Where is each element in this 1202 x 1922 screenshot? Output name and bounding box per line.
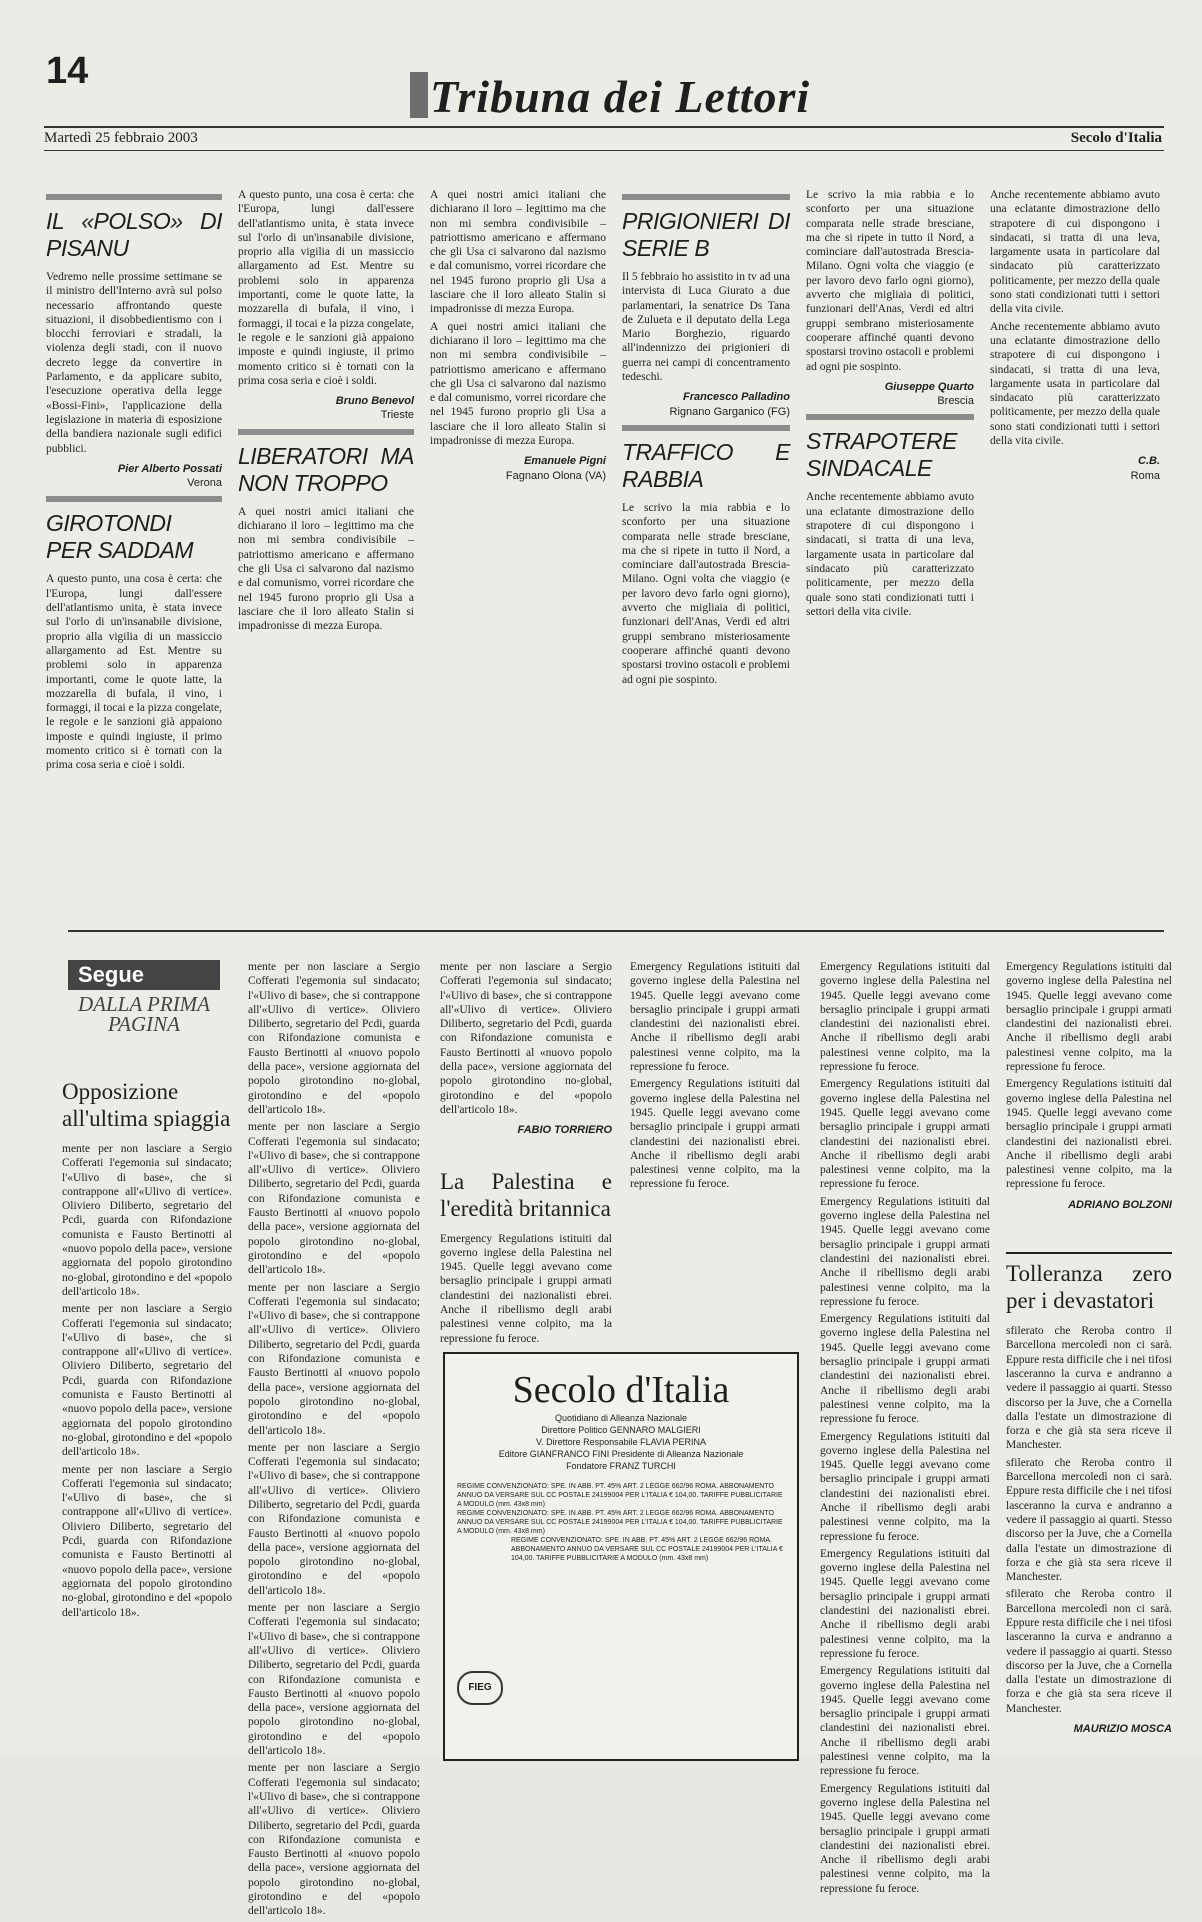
letter bbox=[46, 188, 222, 776]
letter-text: Vedremo nelle prossime settimane se il ministro dell'Interno avrà sul polso necessario affrontando queste situazioni, il disobbedientismo con i blocchi ferroviari e stradali, la violenza degli stadi, con il nuovo decreto legge da convertire in Parlamento, e da applicare subito, l'esecuzione operativa della legge «Bossi-Fini», l'applicazione della legislazione in materia di esposizione della bandiera nazionale sugli edifici pubblici. bbox=[46, 271, 222, 455]
article-author: MAURIZIO MOSCA bbox=[1073, 1723, 1172, 1736]
letter-text: Le scrivo la mia rabbia e lo sconforto per una situazione comparata nelle strade bresciane, ma che si ripete in tutto il Nord, a cominciare dall'autostrada Brescia-Milano. Ogni volta che viaggio (e per lavoro devo farlo ogni giorno), avverto che migliaia di politici, funzionari dell'Anas, Verdi ed altri gruppi sembrano misteriosamente cooperare affinché quanti devono spostarsi trovino ostacoli e problemi ad ogni pie sospinto. bbox=[622, 501, 790, 686]
article-title: La Palestina e l'eredità britannica bbox=[440, 1168, 612, 1221]
article-continuation bbox=[630, 960, 800, 1195]
letter-continuation bbox=[430, 188, 606, 483]
title-decoration bbox=[410, 72, 428, 118]
section-title bbox=[410, 70, 810, 123]
letter-title: STRAPOTERE SINDACALE bbox=[806, 414, 974, 482]
article-text: Emergency Regulations istituiti dal governo inglese della Palestina nel 1945. Quelle leggi avevano come bersaglio principale i gruppi armati clandestini dei nazionalisti ebrei. Anche il ribellismo degli arabi palestinesi venne colpito, ma la repressione fu feroce. bbox=[440, 1232, 612, 1345]
article-text: mente per non lasciare a Sergio Cofferati l'egemonia sul sindacato; l'«Ulivo di base», che si contrappone all'«Ulivo di vertice». Oliviero Diliberto, segretario del Pcdi, guarda con Rifondazione comunista e Fausto Bertinotti al «nuovo popolo della pace», versione aggiornata del popolo girotondino no-global, girotondino e del «popolo dell'articolo 18». bbox=[62, 1463, 232, 1619]
article-text: mente per non lasciare a Sergio Cofferati l'egemonia sul sindacato; l'«Ulivo di base», che si contrappone all'«Ulivo di vertice». Oliviero Diliberto, segretario del Pcdi, guarda con Rifondazione comunista e Fausto Bertinotti al «nuovo popolo della pace», versione aggiornata del popolo girotondino no-global, girotondino e del «popolo dell'articolo 18». bbox=[248, 1602, 420, 1758]
letter-author: C.B. bbox=[1138, 455, 1160, 468]
article-text: Emergency Regulations istituiti dal governo inglese della Palestina nel 1945. Quelle leggi avevano come bersaglio principale i gruppi armati clandestini dei nazionalisti ebrei. Anche il ribellismo degli arabi palestinesi venne colpito, ma la repressione fu feroce. bbox=[1006, 1078, 1172, 1191]
letter-text: Anche recentemente abbiamo avuto una eclatante dimostrazione dello strapotere di cui dispongono i sindacati, si tratta di una leva, largamente usata in particolare dal sindacato più caratterizzato politicamente, per mezzo della quale sono stati condizionati tutti i settori della vita civile. bbox=[990, 189, 1160, 316]
ad-founder: Fondatore FRANZ TURCHI bbox=[566, 1461, 676, 1471]
ad-fine-print: REGIME CONVENZIONATO: SPE. IN ABB. PT. 45% ART. 2 LEGGE 662/96 ROMA. ABBONAMENTO ANNUO DA VERSARE SUL CC POSTALE 24199004 PER L'ITALIA € 104,00. TARIFFE PUBBLICITARIE A MODULO (mm. 43x8 mm) bbox=[457, 1510, 783, 1535]
article-text: sfilerato che Reroba contro il Barcellona mercoledì non ci sarà. Eppure resta difficile che i nei tifosi lasceranno la curva e andranno a vedere il passaggio ai quarti. Stesso discorso per la Juve, che a Cornella dalla l'estate un dimostrazione di forza e che già sta sera riceve il Manchester. bbox=[1006, 1456, 1172, 1584]
article-continuation bbox=[440, 960, 612, 1349]
article-text: Emergency Regulations istituiti dal governo inglese della Palestina nel 1945. Quelle leggi avevano come bersaglio principale i gruppi armati clandestini dei nazionalisti ebrei. Anche il ribellismo degli arabi palestinesi venne colpito, ma la repressione fu feroce. bbox=[1006, 961, 1172, 1074]
page-number: 14 bbox=[46, 50, 89, 92]
article-text: Emergency Regulations istituiti dal governo inglese della Palestina nel 1945. Quelle leggi avevano come bersaglio principale i gruppi armati clandestini dei nazionalisti ebrei. Anche il ribellismo degli arabi palestinesi venne colpito, ma la repressione fu feroce. bbox=[820, 1078, 990, 1191]
ad-editor: Editore GIANFRANCO FINI Presidente di Alleanza Nazionale bbox=[498, 1449, 744, 1459]
letter-text: A quei nostri amici italiani che dichiarano il loro – legittimo ma che non mi sembra condivisibile – patriottismo americano e affermano che gli Usa ci salvarono dal nazismo e dal comunismo, vorrei ricordare che nel 1945 furono proprio gli Usa a lasciare che il loro alleato Stalin si impadronisse di mezza Europa. bbox=[430, 189, 606, 316]
paper-name: Secolo d'Italia bbox=[1070, 130, 1162, 146]
letter-author: Bruno Benevol bbox=[335, 395, 414, 408]
letter-title: IL «POLSO» DI PISANU bbox=[46, 194, 222, 262]
letter-author: Francesco Palladino bbox=[683, 391, 790, 404]
date: Martedì 25 febbraio 2003 bbox=[44, 130, 198, 146]
letter-text: Anche recentemente abbiamo avuto una eclatante dimostrazione dello strapotere di cui dispongono i sindacati, si tratta di una leva, largamente usata in particolare dal sindacato più caratterizzato politicamente, per mezzo della quale sono stati condizionati tutti i settori della vita civile. bbox=[806, 491, 974, 618]
letter-author: Pier Alberto Possati bbox=[117, 462, 222, 475]
section-divider bbox=[68, 930, 1164, 932]
article-text: mente per non lasciare a Sergio Cofferati l'egemonia sul sindacato; l'«Ulivo di base», che si contrappone all'«Ulivo di vertice». Oliviero Diliberto, segretario del Pcdi, guarda con Rifondazione comunista e Fausto Bertinotti al «nuovo popolo della pace», versione aggiornata del popolo girotondino no-global, girotondino e del «popolo dell'articolo 18». bbox=[248, 1441, 420, 1597]
letter-text: A quei nostri amici italiani che dichiarano il loro – legittimo ma che non mi sembra condivisibile – patriottismo americano e affermano che gli Usa ci salvarono dal nazismo e dal comunismo, vorrei ricordare che nel 1945 furono proprio gli Usa a lasciare che il loro alleato Stalin si impadronisse di mezza Europa. bbox=[238, 505, 414, 633]
article-continuation bbox=[248, 960, 420, 1922]
article-text: Emergency Regulations istituiti dal governo inglese della Palestina nel 1945. Quelle leggi avevano come bersaglio principale i gruppi armati clandestini dei nazionalisti ebrei. Anche il ribellismo degli arabi palestinesi venne colpito, ma la repressione fu feroce. bbox=[820, 1665, 990, 1778]
ad-subtitle: Quotidiano di Alleanza Nazionale bbox=[554, 1413, 688, 1423]
article-text: mente per non lasciare a Sergio Cofferati l'egemonia sul sindacato; l'«Ulivo di base», che si contrappone all'«Ulivo di vertice». Oliviero Diliberto, segretario del Pcdi, guarda con Rifondazione comunista e Fausto Bertinotti al «nuovo popolo della pace», versione aggiornata del popolo girotondino no-global, girotondino e del «popolo dell'articolo 18». bbox=[248, 1281, 420, 1437]
article-author: FABIO TORRIERO bbox=[517, 1124, 612, 1137]
ad-director: Direttore Politico GENNARO MALGIERI bbox=[541, 1425, 701, 1435]
letter-continuation bbox=[238, 188, 414, 636]
letter-text: Le scrivo la mia rabbia e lo sconforto per una situazione comparata nelle strade bresciane, ma che si ripete in tutto il Nord, a cominciare dall'autostrada Brescia-Milano. Ogni volta che viaggio (e per lavoro devo farlo ogni giorno), avverto che migliaia di politici, funzionari dell'Anas, Verdi ed altri gruppi sembrano misteriosamente cooperare affinché quanti devono spostarsi trovino ostacoli e problemi ad ogni pie sospinto. bbox=[806, 189, 974, 373]
article-continuation bbox=[820, 960, 990, 1899]
ad-title: Secolo d'Italia bbox=[512, 1369, 730, 1411]
letter-title: PRIGIONIERI DI SERIE B bbox=[622, 194, 790, 262]
article-text: mente per non lasciare a Sergio Cofferati l'egemonia sul sindacato; l'«Ulivo di base», che si contrappone all'«Ulivo di vertice». Oliviero Diliberto, segretario del Pcdi, guarda con Rifondazione comunista e Fausto Bertinotti al «nuovo popolo della pace», versione aggiornata del popolo girotondino no-global, girotondino e del «popolo dell'articolo 18». bbox=[248, 1121, 420, 1277]
article-text: mente per non lasciare a Sergio Cofferati l'egemonia sul sindacato; l'«Ulivo di base», che si contrappone all'«Ulivo di vertice». Oliviero Diliberto, segretario del Pcdi, guarda con Rifondazione comunista e Fausto Bertinotti al «nuovo popolo della pace», versione aggiornata del popolo girotondino no-global, girotondino e del «popolo dell'articolo 18». bbox=[440, 961, 612, 1116]
article-text: mente per non lasciare a Sergio Cofferati l'egemonia sul sindacato; l'«Ulivo di base», che si contrappone all'«Ulivo di vertice». Oliviero Diliberto, segretario del Pcdi, guarda con Rifondazione comunista e Fausto Bertinotti al «nuovo popolo della pace», versione aggiornata del popolo girotondino no-global, girotondino e del «popolo dell'articolo 18». bbox=[248, 1762, 420, 1918]
article-title: Opposizione all'ultima spiaggia bbox=[62, 1079, 231, 1131]
letter-title: TRAFFICO E RABBIA bbox=[622, 425, 790, 493]
fieg-logo: FIEG bbox=[457, 1671, 503, 1705]
article-text: Emergency Regulations istituiti dal governo inglese della Palestina nel 1945. Quelle leggi avevano come bersaglio principale i gruppi armati clandestini dei nazionalisti ebrei. Anche il ribellismo degli arabi palestinesi venne colpito, ma la repressione fu feroce. bbox=[630, 1078, 800, 1191]
letter-author: Giuseppe Quarto bbox=[884, 380, 974, 393]
article-text: Emergency Regulations istituiti dal governo inglese della Palestina nel 1945. Quelle leggi avevano come bersaglio principale i gruppi armati clandestini dei nazionalisti ebrei. Anche il ribellismo degli arabi palestinesi venne colpito, ma la repressione fu feroce. bbox=[820, 1195, 990, 1308]
article-text: mente per non lasciare a Sergio Cofferati l'egemonia sul sindacato; l'«Ulivo di base», che si contrappone all'«Ulivo di vertice». Oliviero Diliberto, segretario del Pcdi, guarda con Rifondazione comunista e Fausto Bertinotti al «nuovo popolo della pace», versione aggiornata del popolo girotondino no-global, girotondino e del «popolo dell'articolo 18». bbox=[248, 961, 420, 1116]
ad-fine-print: REGIME CONVENZIONATO: SPE. IN ABB. PT. 45% ART. 2 LEGGE 662/96 ROMA. ABBONAMENTO ANNUO DA VERSARE SUL CC POSTALE 24199004 PER L'ITALIA € 104,00. TARIFFE PUBBLICITARIE A MODULO (mm. 43x8 mm) bbox=[457, 1483, 783, 1508]
letter-text: Anche recentemente abbiamo avuto una eclatante dimostrazione dello strapotere di cui dispongono i sindacati, si tratta di una leva, largamente usata in particolare dal sindacato più caratterizzato politicamente, per mezzo della quale sono stati condizionati tutti i settori della vita civile. bbox=[990, 320, 1160, 448]
letter-title: LIBERATORI MA NON TROPPO bbox=[238, 429, 414, 497]
letter-text: A questo punto, una cosa è certa: che l'Europa, lungi dall'essere dell'atlantismo unita, è stata invece sul l'orlo di un'insanabile divisione, proprio alla vigilia di un massiccio allargamento ad Est. Mentre su problemi solo in apparenza importanti, come le quote latte, la mozzarella di bufala, il vino, i formaggi, il tocai e la pizza congelate, le regole e le sanzioni già appaiono imposte e quindi ingiuste, il primo momento critico si è tornati con la prima cosa seria e cioè i soldi. bbox=[238, 189, 414, 387]
article-text: Emergency Regulations istituiti dal governo inglese della Palestina nel 1945. Quelle leggi avevano come bersaglio principale i gruppi armati clandestini dei nazionalisti ebrei. Anche il ribellismo degli arabi palestinesi venne colpito, ma la repressione fu feroce. bbox=[820, 961, 990, 1074]
article-text: Emergency Regulations istituiti dal governo inglese della Palestina nel 1945. Quelle leggi avevano come bersaglio principale i gruppi armati clandestini dei nazionalisti ebrei. Anche il ribellismo degli arabi palestinesi venne colpito, ma la repressione fu feroce. bbox=[820, 1430, 990, 1543]
header-rule bbox=[44, 126, 1164, 128]
article-text: mente per non lasciare a Sergio Cofferati l'egemonia sul sindacato; l'«Ulivo di base», che si contrappone all'«Ulivo di vertice». Oliviero Diliberto, segretario del Pcdi, guarda con Rifondazione comunista e Fausto Bertinotti al «nuovo popolo della pace», versione aggiornata del popolo girotondino no-global, girotondino e del «popolo dell'articolo 18». bbox=[62, 1143, 232, 1298]
subheader-rule bbox=[44, 150, 1164, 151]
article-author: ADRIANO BOLZONI bbox=[1068, 1198, 1172, 1211]
letter-continuation bbox=[990, 188, 1160, 483]
article bbox=[62, 1078, 232, 1623]
article-title: Tolleranza zero per i devastatori bbox=[1006, 1252, 1172, 1314]
article-continuation bbox=[1006, 960, 1172, 1736]
masthead-box bbox=[443, 1352, 799, 1761]
article-text: sfilerato che Reroba contro il Barcellona mercoledì non ci sarà. Eppure resta difficile che i nei tifosi lasceranno la curva e andranno a vedere il passaggio ai quarti. Stesso discorso per la Juve, che a Cornella dalla l'estate un dimostrazione di forza e che già sta sera riceve il Manchester. bbox=[1006, 1325, 1172, 1452]
letter-place: Fagnano Olona (VA) bbox=[505, 469, 606, 482]
letter-text: A questo punto, una cosa è certa: che l'Europa, lungi dall'essere dell'atlantismo unita, è stata invece sul l'orlo di un'insanabile divisione, proprio alla vigilia di un massiccio allargamento ad Est. Mentre su problemi solo in apparenza importanti, come le quote latte, la mozzarella di bufala, il vino, i formaggi, il tocai e la pizza congelate, le regole e le sanzioni già appaiono imposte e quindi ingiuste, il primo momento critico si è tornati con la prima cosa seria e cioè i soldi. bbox=[46, 573, 222, 772]
letter-continuation bbox=[806, 188, 974, 622]
letter-place: Roma bbox=[1130, 469, 1160, 482]
letter bbox=[622, 188, 790, 690]
segue-sub: DALLA PRIMA PAGINA bbox=[77, 992, 211, 1036]
article-text: Emergency Regulations istituiti dal governo inglese della Palestina nel 1945. Quelle leggi avevano come bersaglio principale i gruppi armati clandestini dei nazionalisti ebrei. Anche il ribellismo degli arabi palestinesi venne colpito, ma la repressione fu feroce. bbox=[820, 1547, 990, 1660]
letter-author: Emanuele Pigni bbox=[524, 455, 606, 468]
letter-place: Rignano Garganico (FG) bbox=[669, 405, 790, 418]
letter-place: Brescia bbox=[937, 395, 974, 408]
article-text: Emergency Regulations istituiti dal governo inglese della Palestina nel 1945. Quelle leggi avevano come bersaglio principale i gruppi armati clandestini dei nazionalisti ebrei. Anche il ribellismo degli arabi palestinesi venne colpito, ma la repressione fu feroce. bbox=[630, 961, 800, 1074]
article-text: Emergency Regulations istituiti dal governo inglese della Palestina nel 1945. Quelle leggi avevano come bersaglio principale i gruppi armati clandestini dei nazionalisti ebrei. Anche il ribellismo degli arabi palestinesi venne colpito, ma la repressione fu feroce. bbox=[820, 1313, 990, 1426]
letter-title: GIROTONDI PER SADDAM bbox=[46, 496, 222, 564]
ad-responsible: V. Direttore Responsabile FLAVIA PERINA bbox=[535, 1437, 707, 1447]
article-text: sfilerato che Reroba contro il Barcellona mercoledì non ci sarà. Eppure resta difficile che i nei tifosi lasceranno la curva e andranno a vedere il passaggio ai quarti. Stesso discorso per la Juve, che a Cornella dalla l'estate un dimostrazione di forza e che già sta sera riceve il Manchester. bbox=[1006, 1588, 1172, 1715]
letter-place: Verona bbox=[187, 477, 222, 490]
section-title-text: Tribuna dei Lettori bbox=[430, 71, 811, 122]
letter-text: Il 5 febbraio ho assistito in tv ad una intervista di Luca Giurato a due parlamentari, la senatrice Ds Tana de Zulueta e il deputato della Lega Mario Borghezio, riguardo all'indennizzo dei prigionieri di guerra nei campi di concentramento tedeschi. bbox=[622, 271, 790, 384]
ad-fine-print: REGIME CONVENZIONATO: SPE. IN ABB. PT. 45% ART. 2 LEGGE 662/96 ROMA. ABBONAMENTO ANNUO DA VERSARE SUL CC POSTALE 24199004 PER L'ITALIA € 104,00. TARIFFE PUBBLICITARIE A MODULO (mm. 43x8 mm) bbox=[511, 1537, 783, 1562]
segue-box bbox=[68, 960, 220, 1034]
letter-place: Trieste bbox=[380, 409, 414, 422]
article-text: Emergency Regulations istituiti dal governo inglese della Palestina nel 1945. Quelle leggi avevano come bersaglio principale i gruppi armati clandestini dei nazionalisti ebrei. Anche il ribellismo degli arabi palestinesi venne colpito, ma la repressione fu feroce. bbox=[820, 1782, 990, 1895]
segue-label: Segue bbox=[68, 960, 220, 990]
article-text: mente per non lasciare a Sergio Cofferati l'egemonia sul sindacato; l'«Ulivo di base», che si contrappone all'«Ulivo di vertice». Oliviero Diliberto, segretario del Pcdi, guarda con Rifondazione comunista e Fausto Bertinotti al «nuovo popolo della pace», versione aggiornata del popolo girotondino no-global, girotondino e del «popolo dell'articolo 18». bbox=[62, 1303, 232, 1459]
letter-text: A quei nostri amici italiani che dichiarano il loro – legittimo ma che non mi sembra condivisibile – patriottismo americano e affermano che gli Usa ci salvarono dal nazismo e dal comunismo, vorrei ricordare che nel 1945 furono proprio gli Usa a lasciare che il loro alleato Stalin si impadronisse di mezza Europa. bbox=[430, 320, 606, 448]
